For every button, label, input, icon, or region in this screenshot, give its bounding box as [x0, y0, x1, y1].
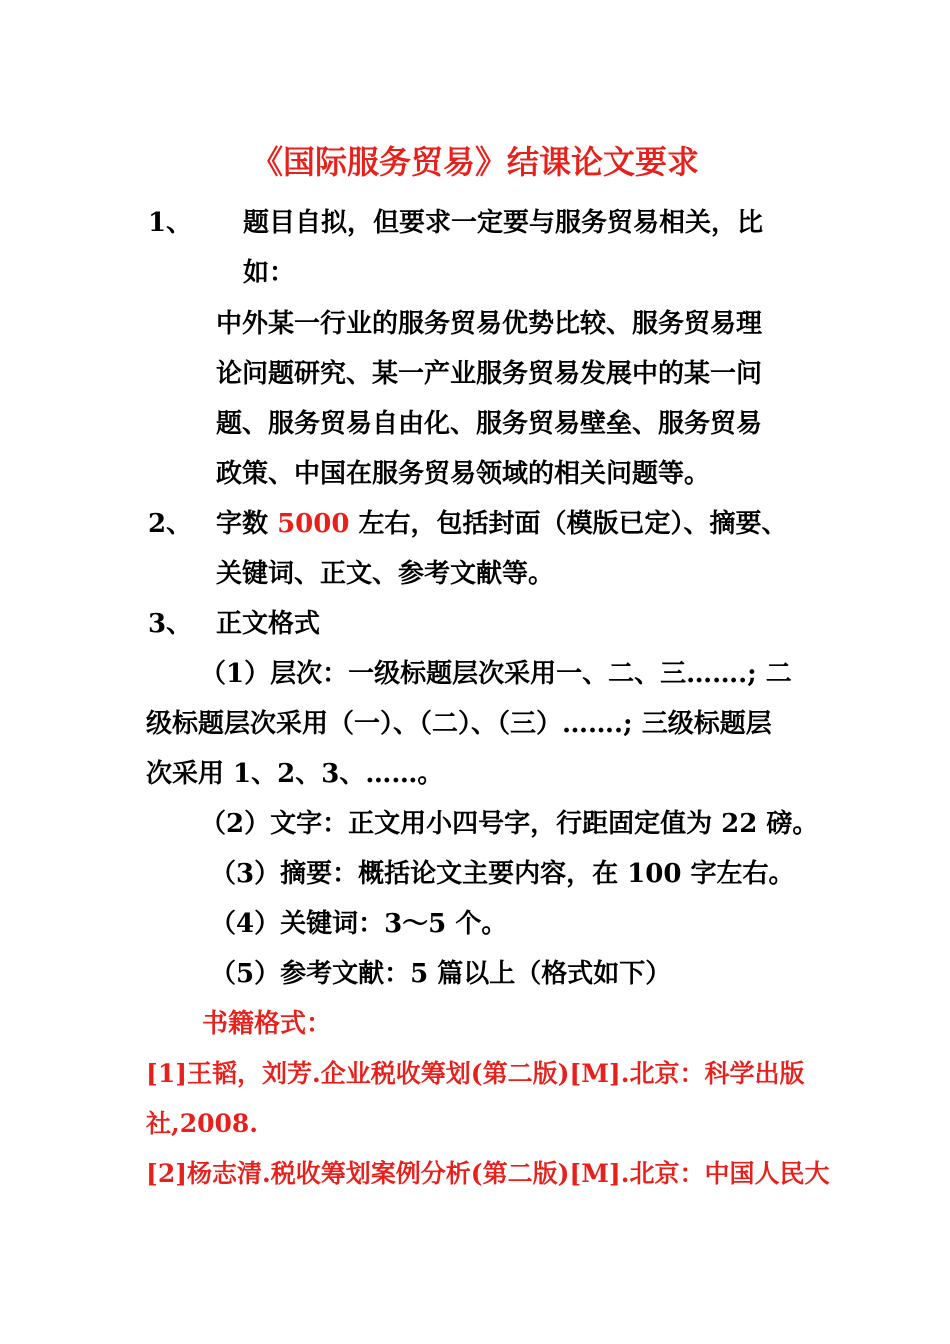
item-1-text-line-1: 题目自拟，但要求一定要与服务贸易相关，比: [243, 208, 764, 238]
item-2-prefix: 字数: [216, 509, 278, 539]
item-1-example-line-4: 政策、中国在服务贸易领域的相关问题等。: [216, 459, 711, 489]
item-1-example-line-1: 中外某一行业的服务贸易优势比较、服务贸易理: [216, 309, 763, 339]
reference-1-line-2: 社,2008.: [146, 1109, 258, 1138]
item-2-text-line-1: [216, 506, 788, 542]
book-format-label: 书籍格式：: [202, 1009, 333, 1039]
item-2-text-line-2: 关键词、正文、参考文献等。: [216, 559, 555, 589]
format-keywords-line: （4）关键词：3～5 个。: [210, 909, 508, 939]
item-1-number: 1、: [148, 208, 193, 238]
page-title: 《国际服务贸易》结课论文要求: [250, 143, 699, 181]
format-levels-line-1: （1）层次：一级标题层次采用一、二、三…….; 二: [200, 659, 792, 689]
format-references-line: （5）参考文献：5 篇以上（格式如下）: [210, 959, 672, 989]
item-3-label: 正文格式: [216, 609, 321, 639]
word-count: 5000: [277, 509, 350, 539]
item-2-number: 2、: [148, 509, 193, 539]
item-3-number: 3、: [148, 609, 193, 639]
format-text-line: （2）文字：正文用小四号字，行距固定值为 22 磅。: [200, 809, 819, 839]
reference-1-line-1: [1]王韬，刘芳.企业税收筹划(第二版)[M].北京：科学出版: [146, 1059, 805, 1088]
item-1-example-line-3: 题、服务贸易自由化、服务贸易壁垒、服务贸易: [216, 409, 763, 439]
item-1-example-line-2: 论问题研究、某一产业服务贸易发展中的某一问: [216, 359, 763, 389]
reference-2-line-1: [2]杨志清.税收筹划案例分析(第二版)[M].北京：中国人民大: [146, 1159, 830, 1188]
item-2-suffix: 左右，包括封面（模版已定）、摘要、: [349, 509, 788, 539]
format-levels-line-2: 级标题层次采用（一）、（二）、（三）…….; 三级标题层: [146, 709, 772, 739]
format-abstract-line: （3）摘要：概括论文主要内容，在 100 字左右。: [210, 859, 795, 889]
format-levels-line-3: 次采用 1、2、3、……。: [146, 759, 444, 789]
item-1-text-line-2: 如：: [243, 258, 296, 288]
